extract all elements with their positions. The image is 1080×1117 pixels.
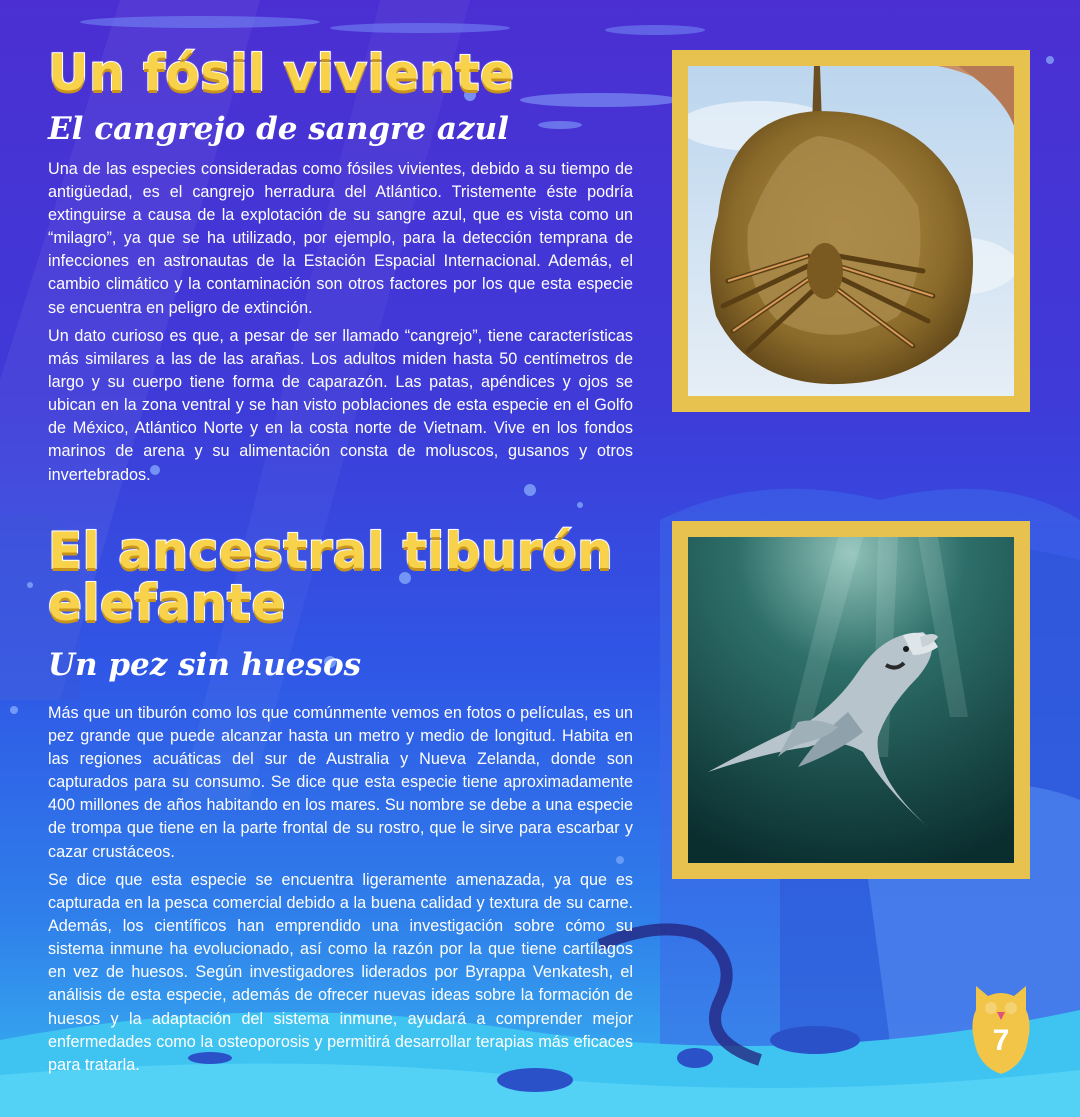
elephant-shark-photo-frame [672, 521, 1030, 879]
section2-paragraph-2: Se dice que esta especie se encuentra ligeramente amenazada, ya que es capturada en la pesca comercial debido a la buena calidad y textura de su carne. Además, los científicos han emprendido una investigación sobre cómo su sistema inmune ha evolucionado, así como la razón por la que tiene cartílagos en vez de huesos. Según investigadores liderados por Byrappa Venkatesh, el análisis de esta especie, además de ofrecer nuevas ideas sobre la formación de huesos y la adaptación del sistema inmune, ayudará a comprender mejor enfermedades como la osteoporosis y permitirá desarrollar terapias más eficaces para tratarla. [48, 871, 633, 1074]
section1-paragraph-1: Una de las especies consideradas como fósiles vivientes, debido a su tiempo de antigüedad, es el cangrejo herradura del Atlántico. Tristemente éste podría extinguirse a causa de la explotación de su sangre azul, que es vista como un “milagro”, ya que se ha utilizado, por ejemplo, para la detección temprana de infecciones en astronautas de la Estación Espacial Internacional. Además, el cambio climático y la contaminación son otros factores por los que esta especie se encuentra en peligro de extinción. [48, 160, 633, 317]
section2-title-line1: El ancestral tiburón [48, 522, 614, 580]
page-number: 7 [992, 1024, 1010, 1057]
section2-paragraph-1: Más que un tiburón como los que comúnmente vemos en fotos o películas, es un pez grande que puede alcanzar hasta un metro y medio de longitud. Habita en las regiones acuáticas del sur de Australia y Nueva Zelanda, donde son capturados para su consumo. Se dice que esta especie tiene aproximadamente 400 millones de años habitando en los mares. Su nombre se debe a una especie de trompa que tiene en la parte frontal de su rostro, que le sirve para escarbar y cazar crustáceos. [48, 704, 633, 861]
section1-title: Un fósil viviente [48, 44, 515, 102]
section2-title-line2: elefante [48, 574, 286, 632]
section2-subtitle: Un pez sin huesos [48, 647, 362, 683]
horseshoe-crab-photo-frame [672, 50, 1030, 412]
horseshoe-crab-photo [688, 66, 1014, 396]
section1-subtitle: El cangrejo de sangre azul [48, 111, 509, 147]
section1-paragraph-2: Un dato curioso es que, a pesar de ser llamado “cangrejo”, tiene características más similares a las de las arañas. Los adultos miden hasta 50 centímetros de largo y su cuerpo tiene forma de caparazón. Las patas, apéndices y ojos se ubican en la zona ventral y se han visto poblaciones de esta especie en el Golfo de México, Atlántico Norte y en la costa norte de Vietnam. Vive en los fondos marinos de arena y su alimentación consta de moluscos, gusanos y otros invertebrados. [48, 327, 633, 484]
elephant-shark-photo [688, 537, 1014, 863]
